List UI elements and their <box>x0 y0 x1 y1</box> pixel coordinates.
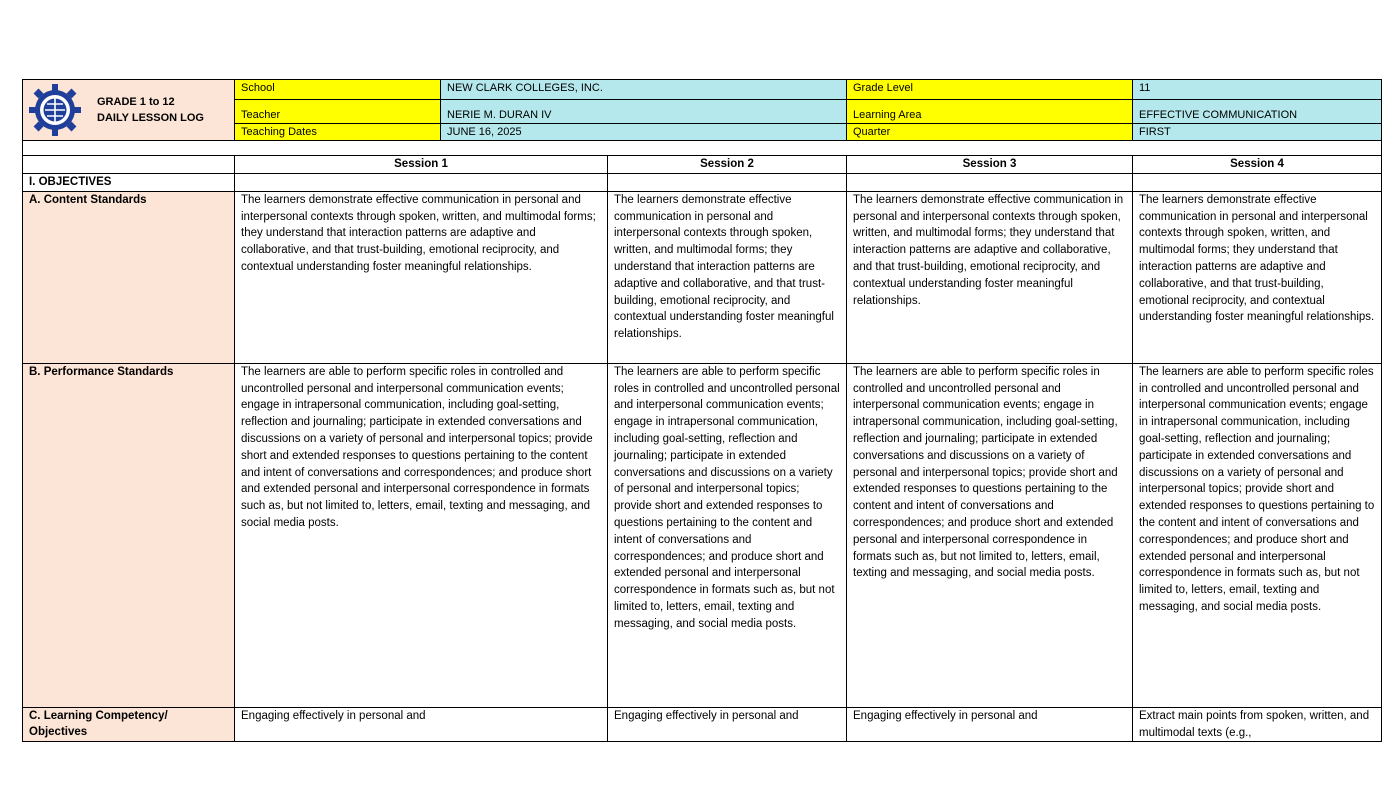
learning-area-label: Learning Area <box>847 100 1133 124</box>
grade-level-value: 11 <box>1133 80 1382 100</box>
learning-competency-s1: Engaging effectively in personal and <box>235 707 608 742</box>
performance-standards-s3: The learners are able to perform specific roles in controlled and uncontrolled personal and interpersonal communication events; engage in intrapersonal communication, including goal-setting, reflection and journaling; participate in extended conversations and discussions on a variety of personal and interpersonal topics; provide short and extended responses to questions pertaining to the content and intent of conversations and correspondences; and produce short and extended personal and interpersonal correspondence in formats such as, but not limited to, letters, email, texting and messaging, and social media posts. <box>847 363 1133 707</box>
learning-competency-s2: Engaging effectively in personal and <box>608 707 847 742</box>
header-title-line1: GRADE 1 to 12 <box>97 96 175 108</box>
school-value: NEW CLARK COLLEGES, INC. <box>441 80 847 100</box>
objectives-s1 <box>235 174 608 192</box>
deped-seal-icon <box>27 82 83 138</box>
session-3-header: Session 3 <box>847 156 1133 174</box>
learning-competency-s4: Extract main points from spoken, written, and multimodal texts (e.g., <box>1133 707 1382 742</box>
quarter-label: Quarter <box>847 124 1133 141</box>
objectives-s3 <box>847 174 1133 192</box>
spacer-row <box>23 141 1382 156</box>
content-standards-label: A. Content Standards <box>23 191 235 363</box>
teaching-dates-label: Teaching Dates <box>235 124 441 141</box>
performance-standards-label: B. Performance Standards <box>23 363 235 707</box>
content-standards-s4: The learners demonstrate effective communication in personal and interpersonal contexts through spoken, written, and multimodal forms; they understand that interaction patterns are adaptive and collaborative, and that trust-building, emotional reciprocity, and contextual understanding foster meaningful relationships. <box>1133 191 1382 363</box>
quarter-value: FIRST <box>1133 124 1382 141</box>
school-label: School <box>235 80 441 100</box>
grade-level-label: Grade Level <box>847 80 1133 100</box>
header-title-cell <box>23 80 235 141</box>
session-4-header: Session 4 <box>1133 156 1382 174</box>
content-standards-s3: The learners demonstrate effective communication in personal and interpersonal contexts through spoken, written, and multimodal forms; they understand that interaction patterns are adaptive and collaborative, and that trust-building, emotional reciprocity, and contextual understanding foster meaningful relationships. <box>847 191 1133 363</box>
learning-area-value: EFFECTIVE COMMUNICATION <box>1133 100 1382 124</box>
teacher-label: Teacher <box>235 100 441 124</box>
teaching-dates-value: JUNE 16, 2025 <box>441 124 847 141</box>
content-standards-s1: The learners demonstrate effective communication in personal and interpersonal contexts through spoken, written, and multimodal forms; they understand that interaction patterns are adaptive and collaborative, and that trust-building, emotional reciprocity, and contextual understanding foster meaningful relationships. <box>235 191 608 363</box>
performance-standards-s1: The learners are able to perform specific roles in controlled and uncontrolled personal and interpersonal communication events; engage in intrapersonal communication, including goal-setting, reflection and journaling; participate in extended conversations and discussions on a variety of personal and interpersonal topics; provide short and extended responses to questions pertaining to the content and intent of conversations and correspondences; and produce short and extended personal and interpersonal correspondence in formats such as, but not limited to, letters, email, texting and messaging, and social media posts. <box>235 363 608 707</box>
performance-standards-s2: The learners are able to perform specific roles in controlled and uncontrolled personal and interpersonal communication events; engage in intrapersonal communication, including goal-setting, reflection and journaling; participate in extended conversations and discussions on a variety of personal and interpersonal topics; provide short and extended responses to questions pertaining to the content and intent of conversations and correspondences; and produce short and extended personal and interpersonal correspondence in formats such as, but not limited to, letters, email, texting and messaging, and social media posts. <box>608 363 847 707</box>
learning-competency-s3: Engaging effectively in personal and <box>847 707 1133 742</box>
performance-standards-s4: The learners are able to perform specific roles in controlled and uncontrolled personal and interpersonal communication events; engage in intrapersonal communication, including goal-setting, reflection and journaling; participate in extended conversations and discussions on a variety of personal and interpersonal topics; provide short and extended responses to questions pertaining to the content and intent of conversations and correspondences; and produce short and extended personal and interpersonal correspondence in formats such as, but not limited to, letters, email, texting and messaging, and social media posts. <box>1133 363 1382 707</box>
session-1-header: Session 1 <box>235 156 608 174</box>
content-standards-s2: The learners demonstrate effective communication in personal and interpersonal contexts through spoken, written, and multimodal forms; they understand that interaction patterns are adaptive and collaborative, and that trust-building, emotional reciprocity, and contextual understanding foster meaningful relationships. <box>608 191 847 363</box>
lesson-log-table <box>22 79 1382 742</box>
session-2-header: Session 2 <box>608 156 847 174</box>
sessions-corner <box>23 156 235 174</box>
objectives-s4 <box>1133 174 1382 192</box>
objectives-heading: I. OBJECTIVES <box>23 174 235 192</box>
learning-competency-label: C. Learning Competency/ Objectives <box>23 707 235 742</box>
teacher-value: NERIE M. DURAN IV <box>441 100 847 124</box>
header-title-line2: DAILY LESSON LOG <box>97 112 204 124</box>
daily-lesson-log <box>22 79 1375 742</box>
objectives-s2 <box>608 174 847 192</box>
